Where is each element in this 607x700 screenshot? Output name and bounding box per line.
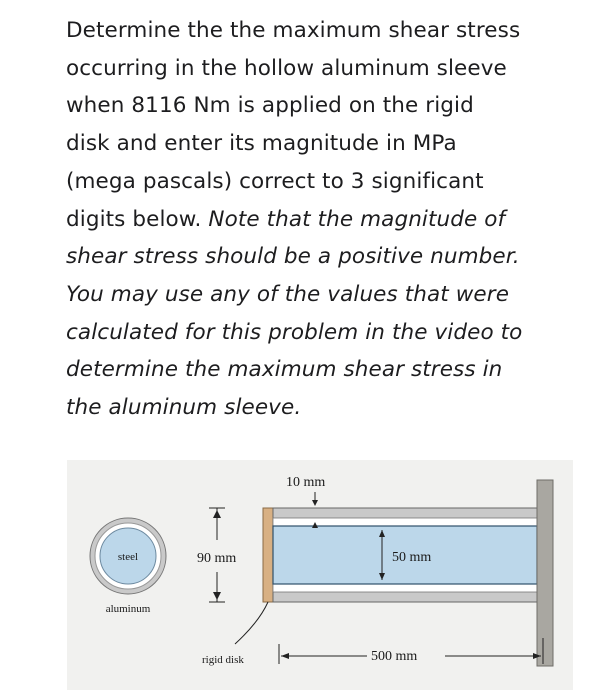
question-line: when 8116 Nm is applied on the rigid xyxy=(66,93,474,119)
length-label: 500 mm xyxy=(371,649,418,664)
question-note-line: calculated for this problem in the video to xyxy=(66,319,523,345)
thickness-label: 10 mm xyxy=(286,475,326,490)
rigid-disk xyxy=(263,508,273,602)
arrow-up-icon xyxy=(213,510,221,518)
arrow-left-icon xyxy=(281,653,289,659)
question-line: (mega pascals) correct to 3 significant xyxy=(66,168,484,194)
steel-label: steel xyxy=(117,551,139,563)
shaft-diagram xyxy=(67,460,573,690)
question-note-line: You may use any of the values that were xyxy=(66,281,510,307)
rigid-disk-label: rigid disk xyxy=(202,654,244,666)
diameter-label: 90 mm xyxy=(197,551,237,566)
sleeve-gap-top xyxy=(273,518,537,526)
question-note-line: shear stress should be a positive number. xyxy=(66,244,520,270)
arrow-down-icon xyxy=(213,592,221,600)
fixed-wall xyxy=(537,480,553,666)
question-note-line: determine the maximum shear stress in xyxy=(66,357,503,383)
question-line-italic-part: Note that the magnitude of xyxy=(208,206,506,232)
question-text xyxy=(66,12,586,427)
question-line-plain-part: digits below. xyxy=(66,206,209,232)
question-line-mixed xyxy=(66,201,586,239)
question-note-line: the aluminum sleeve. xyxy=(66,395,302,421)
shaft-figure xyxy=(67,460,573,690)
core-dimension-label: 50 mm xyxy=(392,550,432,565)
question-line: disk and enter its magnitude in MPa xyxy=(66,131,457,157)
arrow-down-icon xyxy=(312,500,318,506)
question-line: occurring in the hollow aluminum sleeve xyxy=(66,55,507,81)
sleeve-gap-bottom xyxy=(273,584,537,592)
disk-leader-line xyxy=(235,602,268,644)
question-line: Determine the the maximum shear stress xyxy=(66,18,521,43)
aluminum-label: aluminum xyxy=(105,603,151,615)
